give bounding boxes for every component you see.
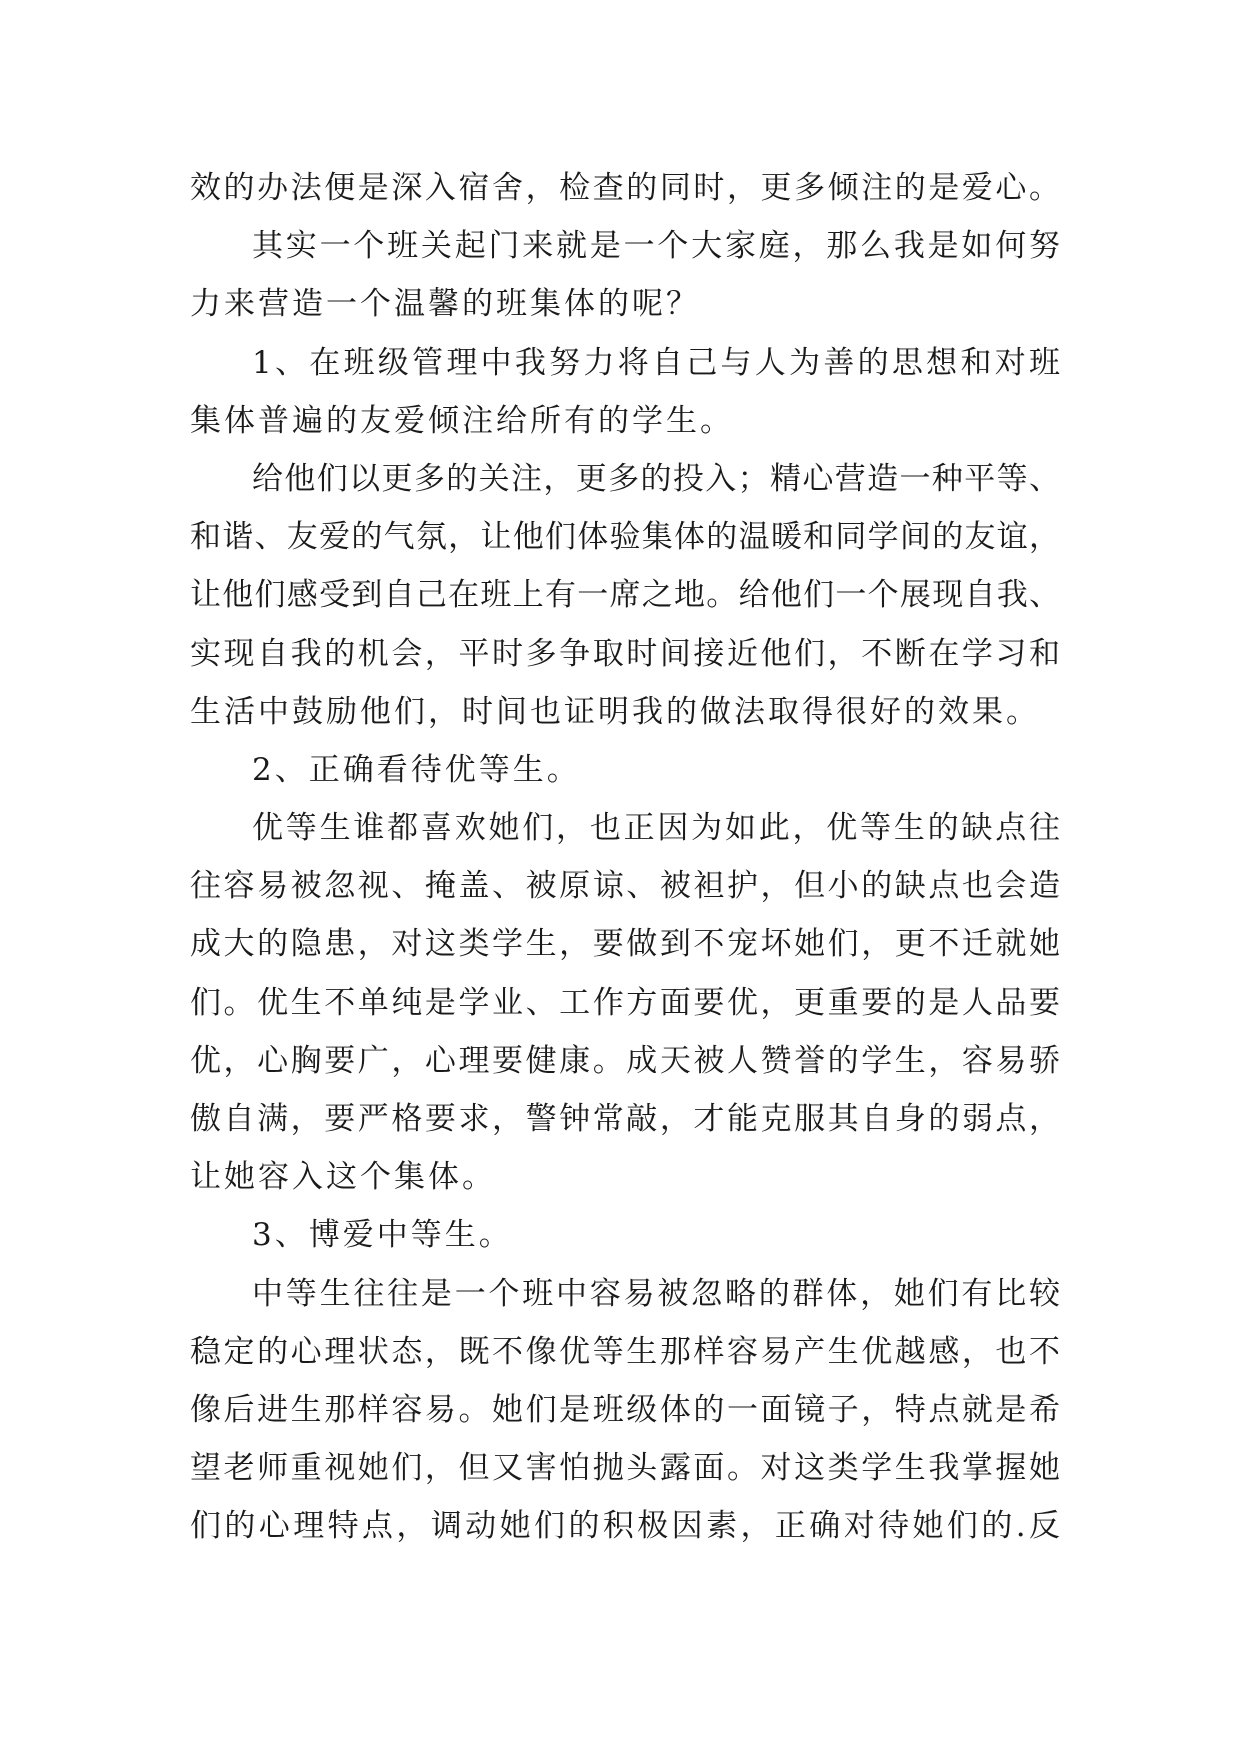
text-line: 1、在班级管理中我努力将自己与人为善的思想和对班 bbox=[252, 344, 1060, 381]
text-line: 像后进生那样容易。她们是班级体的一面镜子，特点就是希 bbox=[190, 1391, 1060, 1428]
text-line: 3、博爱中等生。 bbox=[252, 1217, 513, 1254]
text-line: 优，心胸要广，心理要健康。成天被人赞誉的学生，容易骄 bbox=[190, 1042, 1060, 1079]
text-line: 集体普遍的友爱倾注给所有的学生。 bbox=[190, 402, 734, 439]
document-body bbox=[190, 159, 1060, 1556]
text-line: 效的办法便是深入宿舍，检查的同时，更多倾注的是爱心。 bbox=[190, 170, 1060, 206]
text-line: 望老师重视她们，但又害怕抛头露面。对这类学生我掌握她 bbox=[190, 1450, 1060, 1487]
text-line: 中等生往往是一个班中容易被忽略的群体，她们有比较 bbox=[252, 1275, 1060, 1312]
text-line: 力来营造一个温馨的班集体的呢？ bbox=[190, 286, 700, 323]
text-line: 们。优生不单纯是学业、工作方面要优，更重要的是人品要 bbox=[190, 984, 1060, 1021]
text-line: 稳定的心理状态，既不像优等生那样容易产生优越感，也不 bbox=[190, 1333, 1060, 1370]
text-line: 傲自满，要严格要求，警钟常敲，才能克服其自身的弱点， bbox=[190, 1101, 1060, 1137]
text-line: 生活中鼓励他们，时间也证明我的做法取得很好的效果。 bbox=[190, 693, 1040, 730]
text-line: 其实一个班关起门来就是一个大家庭，那么我是如何努 bbox=[252, 228, 1060, 265]
text-line: 成大的隐患，对这类学生，要做到不宠坏她们，更不迁就她 bbox=[190, 926, 1060, 963]
text-line: 让她容入这个集体。 bbox=[190, 1159, 496, 1196]
text-line: 和谐、友爱的气氛，让他们体验集体的温暖和同学间的友谊， bbox=[190, 519, 1060, 556]
text-line: 们的心理特点，调动她们的积极因素，正确对待她们的.反 bbox=[190, 1508, 1060, 1545]
text-line: 2、正确看待优等生。 bbox=[252, 751, 581, 788]
text-line: 给他们以更多的关注，更多的投入；精心营造一种平等、 bbox=[252, 460, 1060, 497]
text-line: 优等生谁都喜欢她们，也正因为如此，优等生的缺点往 bbox=[252, 810, 1060, 847]
text-line: 实现自我的机会，平时多争取时间接近他们，不断在学习和 bbox=[190, 635, 1060, 672]
text-line: 往容易被忽视、掩盖、被原谅、被袒护，但小的缺点也会造 bbox=[190, 868, 1060, 905]
text-line: 让他们感受到自己在班上有一席之地。给他们一个展现自我、 bbox=[190, 577, 1060, 614]
